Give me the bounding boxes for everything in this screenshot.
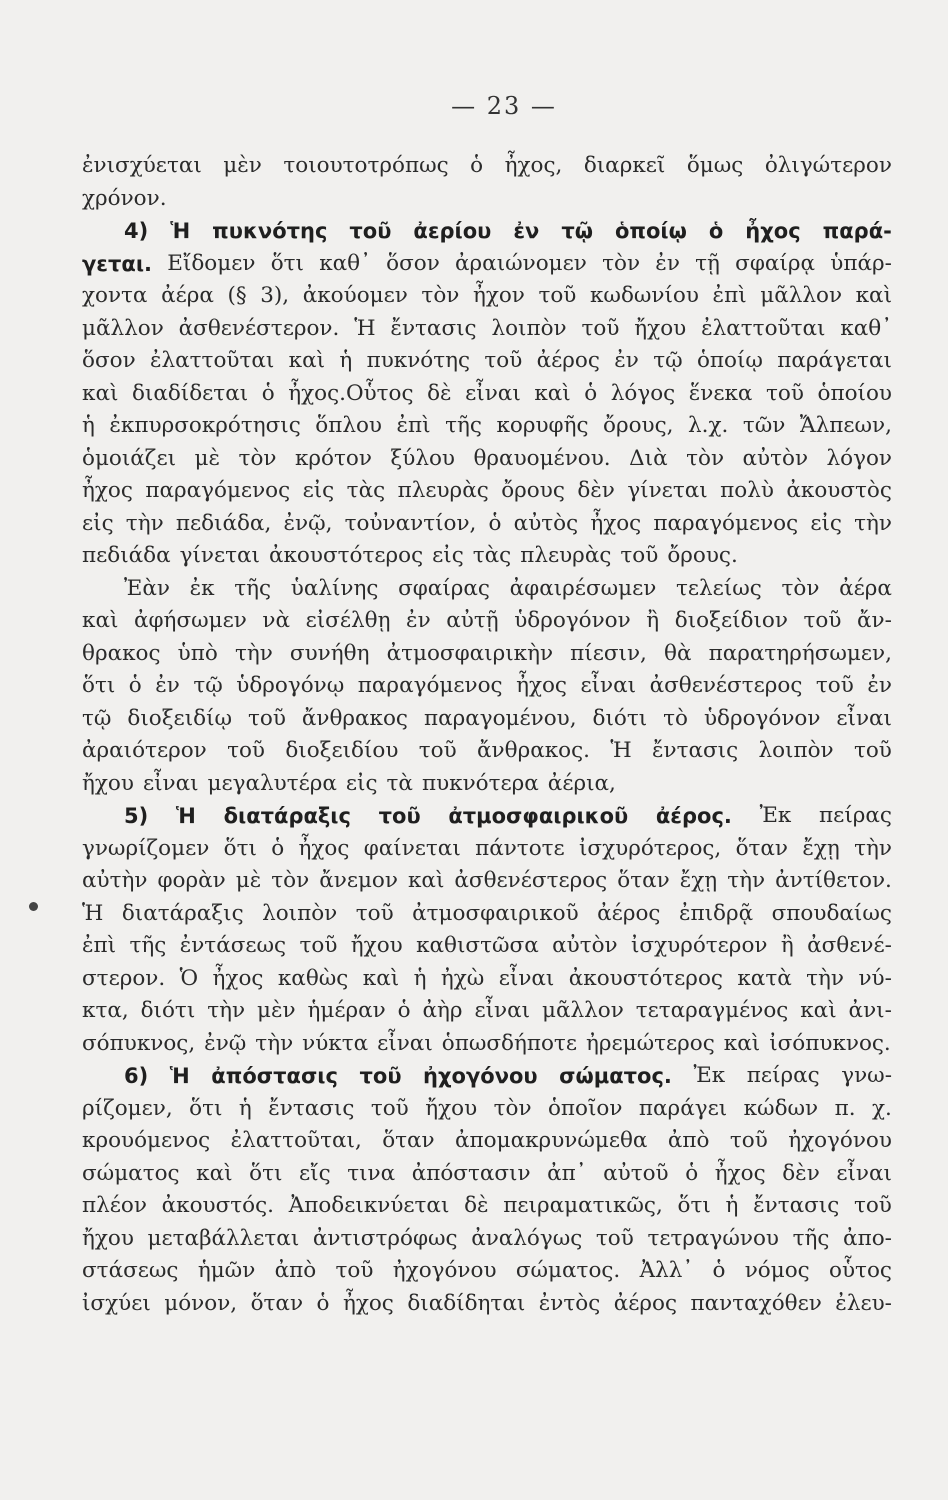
text-line: τῷ διοξειδίῳ τοῦ ἄνθρακος παραγομένου, διότι τὸ ὑδρογόνον εἶναι [82,705,892,731]
text-line: σόπυκνος, ἐνῷ τὴν νύκτα εἶναι ὁπωσδήποτε ἠρεμώτερος καὶ ἰσόπυκνος. [82,1030,891,1056]
text-line: ὅσον ἐλαττοῦται καὶ ἡ πυκνότης τοῦ ἀέρος ἐν τῷ ὁποίῳ παράγεται [82,348,892,373]
text-line: 5) Ἡ διατάραξις τοῦ ἀτμοσφαιρικοῦ ἀέρος. Ἐκ πείρας [124,803,892,828]
text-line: ἤχου εἶναι μεγαλυτέρα εἰς τὰ πυκνότερα ἀέρια, [82,770,616,796]
text-line: κτα, διότι τὴν μὲν ἡμέραν ὁ ἀὴρ εἶναι μᾶλλον τεταραγμένος καὶ ἀνι- [82,998,892,1023]
text-line: σώματος καὶ ὅτι εἴς τινα ἀπόστασιν ἀπ᾽ αὐτοῦ ὁ ἦχος δὲν εἶναι [82,1160,892,1186]
text-line: πεδιάδα γίνεται ἀκουστότερος εἰς τὰς πλευρὰς τοῦ ὄρους. [82,543,738,568]
text-line: θρακος ὑπὸ τὴν συνήθη ἀτμοσφαιρικὴν πίεσιν, θὰ παρατηρήσωμεν, [82,640,892,666]
text-line: καὶ διαδίδεται ὁ ἦχος.Οὗτος δὲ εἶναι καὶ ὁ λόγος ἕνεκα τοῦ ὁποίου [82,380,892,406]
text-line: χρόνον. [82,185,167,211]
text-line: ἤχου μεταβάλλεται ἀντιστρόφως ἀναλόγως τοῦ τετραγώνου τῆς ἀπο- [82,1225,892,1251]
text-line: κρουόμενος ἐλαττοῦται, ὅταν ἀπομακρυνώμεθα ἀπὸ τοῦ ἠχογόνου [82,1128,892,1153]
text-line: ὁμοιάζει μὲ τὸν κρότον ξύλου θραυομένου. Διὰ τὸν αὐτὸν λόγον [82,445,892,471]
text-line: ρίζομεν, ὅτι ἡ ἔντασις τοῦ ἤχου τὸν ὁποῖον παράγει κώδων π. χ. [82,1095,892,1121]
text-line: καὶ ἀφήσωμεν νὰ εἰσέλθῃ ἐν αὐτῇ ὑδρογόνον ἢ διοξείδιον τοῦ ἄν- [82,608,892,633]
text-line: ἦχος παραγόμενος εἰς τὰς πλευρὰς ὄρους δὲν γίνεται πολὺ ἀκουστὸς [82,478,892,503]
text-line: ἐνισχύεται μὲν τοιουτοτρόπως ὁ ἦχος, διαρκεῖ ὅμως ὀλιγώτερον [82,153,892,178]
text-line: ὅτι ὁ ἐν τῷ ὑδρογόνῳ παραγόμενος ἦχος εἶναι ἀσθενέστερος τοῦ ἐν [82,673,892,698]
text-line: στερον. Ὁ ἦχος καθὼς καὶ ἡ ἠχὼ εἶναι ἀκουστότερος κατὰ τὴν νύ- [82,965,892,991]
text-line: εἰς τὴν πεδιάδα, ἐνῷ, τοὐναντίον, ὁ αὐτὸς ἦχος παραγόμενος εἰς τὴν [82,510,892,536]
text-line: ἀραιότερον τοῦ διοξειδίου τοῦ ἄνθρακος. Ἡ ἔντασις λοιπὸν τοῦ [82,738,892,763]
text-line: 4) Ἡ πυκνότης τοῦ ἀερίου ἐν τῷ ὁποίῳ ὁ ἦχος παρά- [124,219,892,243]
text-line: Ἡ διατάραξις λοιπὸν τοῦ ἀτμοσφαιρικοῦ ἀέρος ἐπιδρᾷ σπουδαίως [82,900,892,926]
margin-dot [29,902,38,911]
text-line: ἡ ἐκπυρσοκρότησις ὅπλου ἐπὶ τῆς κορυφῆς ὄρους, λ.χ. τῶν Ἄλπεων, [82,413,892,438]
body-text [82,150,892,1320]
text-line: στάσεως ἡμῶν ἀπὸ τοῦ ἠχογόνου σώματος. Ἀλλ᾽ ὁ νόμος οὗτος [82,1258,892,1283]
text-line: Ἐὰν ἐκ τῆς ὑαλίνης σφαίρας ἀφαιρέσωμεν τελείως τὸν ἀέρα [124,575,892,601]
page-number: — 23 — [451,92,557,120]
text-line: αὐτὴν φορὰν μὲ τὸν ἄνεμον καὶ ἀσθενέστερος ὅταν ἔχῃ τὴν ἀντίθετον. [82,868,892,893]
text-line: πλέον ἀκουστός. Ἀποδεικνύεται δὲ πειραματικῶς, ὅτι ἡ ἔντασις τοῦ [82,1193,892,1218]
text-line: 6) Ἡ ἀπόστασις τοῦ ἠχογόνου σώματος. Ἐκ πείρας γνω- [124,1063,892,1088]
text-line: γεται. Εἴδομεν ὅτι καθ᾽ ὅσον ἀραιώνομεν τὸν ἐν τῇ σφαίρᾳ ὑπάρ- [82,250,892,276]
text-line: μᾶλλον ἀσθενέστερον. Ἡ ἔντασις λοιπὸν τοῦ ἤχου ἐλαττοῦται καθ᾽ [82,315,892,341]
text-line: ἰσχύει μόνον, ὅταν ὁ ἦχος διαδίδηται ἐντὸς ἀέρος πανταχόθεν ἐλευ- [82,1290,892,1316]
text-line: γνωρίζομεν ὅτι ὁ ἦχος φαίνεται πάντοτε ἰσχυρότερος, ὅταν ἔχῃ τὴν [82,835,892,861]
text-line: ἐπὶ τῆς ἐντάσεως τοῦ ἤχου καθιστῶσα αὐτὸν ἰσχυρότερον ἢ ἀσθενέ- [82,933,892,958]
text-line: χοντα ἀέρα (§ 3), ἀκούομεν τὸν ἦχον τοῦ κωδωνίου ἐπὶ μᾶλλον καὶ [82,283,892,308]
